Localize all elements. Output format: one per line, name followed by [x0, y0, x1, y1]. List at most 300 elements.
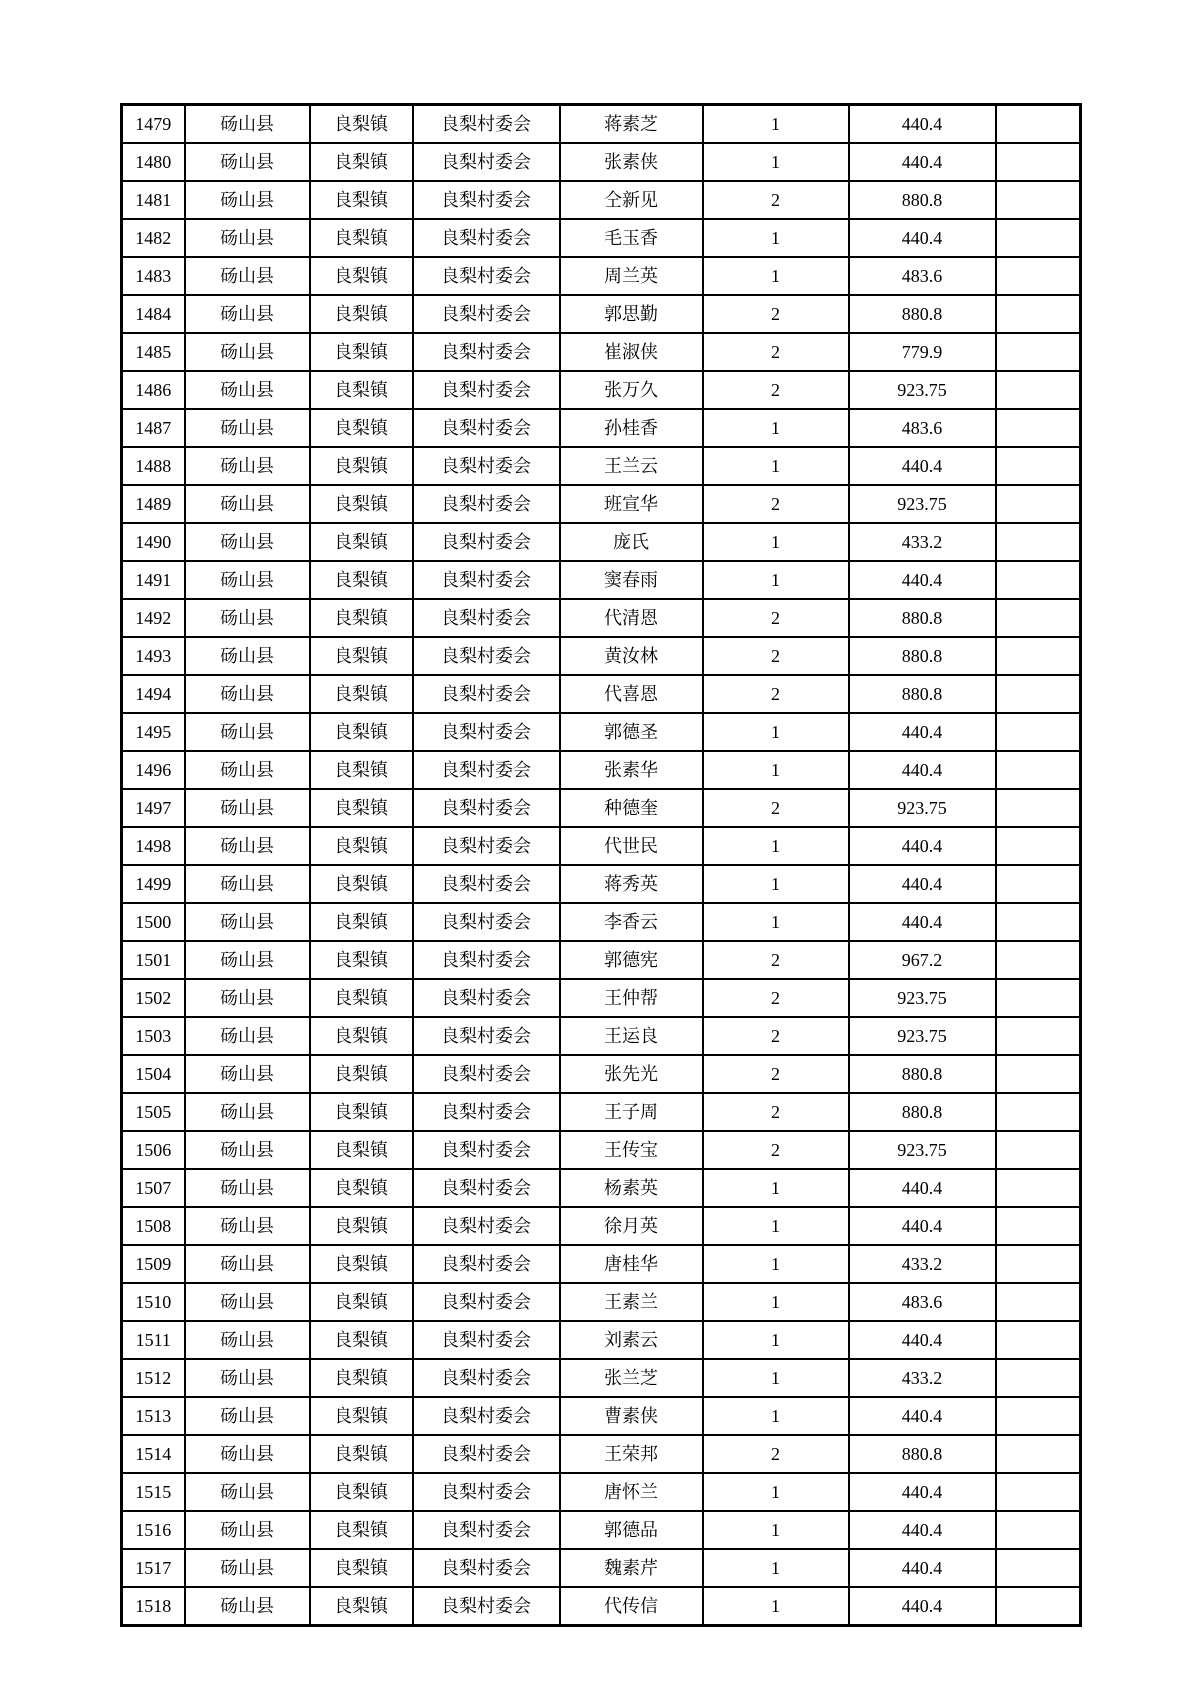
cell-amount: 880.8: [849, 295, 996, 333]
cell-town: 良梨镇: [310, 485, 413, 523]
cell-person-name: 李香云: [560, 903, 703, 941]
table-row: [122, 1359, 1081, 1397]
cell-person-count: 1: [703, 561, 849, 599]
cell-county: 砀山县: [185, 827, 310, 865]
cell-village-committee: 良梨村委会: [413, 599, 560, 637]
cell-town: 良梨镇: [310, 1017, 413, 1055]
cell-village-committee: 良梨村委会: [413, 143, 560, 181]
cell-town: 良梨镇: [310, 1055, 413, 1093]
cell-amount: 440.4: [849, 1397, 996, 1435]
cell-town: 良梨镇: [310, 561, 413, 599]
cell-village-committee: 良梨村委会: [413, 1169, 560, 1207]
cell-village-committee: 良梨村委会: [413, 1017, 560, 1055]
cell-county: 砀山县: [185, 257, 310, 295]
cell-village-committee: 良梨村委会: [413, 1473, 560, 1511]
cell-blank: [996, 333, 1081, 371]
cell-town: 良梨镇: [310, 1435, 413, 1473]
cell-blank: [996, 1359, 1081, 1397]
cell-serial: 1508: [122, 1207, 185, 1245]
cell-blank: [996, 409, 1081, 447]
cell-village-committee: 良梨村委会: [413, 1055, 560, 1093]
cell-amount: 440.4: [849, 865, 996, 903]
cell-blank: [996, 1169, 1081, 1207]
cell-person-count: 2: [703, 295, 849, 333]
cell-person-count: 2: [703, 371, 849, 409]
cell-village-committee: 良梨村委会: [413, 1359, 560, 1397]
cell-serial: 1480: [122, 143, 185, 181]
cell-town: 良梨镇: [310, 181, 413, 219]
cell-person-count: 1: [703, 409, 849, 447]
cell-serial: 1481: [122, 181, 185, 219]
cell-person-name: 班宣华: [560, 485, 703, 523]
cell-county: 砀山县: [185, 1017, 310, 1055]
cell-person-name: 代传信: [560, 1587, 703, 1626]
cell-person-name: 毛玉香: [560, 219, 703, 257]
cell-person-count: 2: [703, 333, 849, 371]
cell-person-count: 1: [703, 1283, 849, 1321]
cell-person-count: 1: [703, 1359, 849, 1397]
cell-town: 良梨镇: [310, 219, 413, 257]
cell-serial: 1484: [122, 295, 185, 333]
cell-amount: 923.75: [849, 979, 996, 1017]
cell-village-committee: 良梨村委会: [413, 409, 560, 447]
table-row: [122, 333, 1081, 371]
cell-serial: 1487: [122, 409, 185, 447]
cell-amount: 440.4: [849, 561, 996, 599]
cell-county: 砀山县: [185, 789, 310, 827]
cell-blank: [996, 561, 1081, 599]
cell-person-count: 1: [703, 1397, 849, 1435]
cell-amount: 433.2: [849, 1359, 996, 1397]
cell-amount: 440.4: [849, 1473, 996, 1511]
cell-blank: [996, 1549, 1081, 1587]
cell-serial: 1496: [122, 751, 185, 789]
cell-person-name: 杨素英: [560, 1169, 703, 1207]
table-row: [122, 1131, 1081, 1169]
cell-village-committee: 良梨村委会: [413, 637, 560, 675]
cell-county: 砀山县: [185, 1245, 310, 1283]
cell-blank: [996, 447, 1081, 485]
cell-amount: 433.2: [849, 523, 996, 561]
cell-town: 良梨镇: [310, 903, 413, 941]
cell-blank: [996, 1093, 1081, 1131]
cell-person-count: 1: [703, 865, 849, 903]
cell-village-committee: 良梨村委会: [413, 789, 560, 827]
cell-person-count: 2: [703, 485, 849, 523]
cell-person-name: 黄汝林: [560, 637, 703, 675]
cell-person-name: 孙桂香: [560, 409, 703, 447]
cell-town: 良梨镇: [310, 105, 413, 144]
cell-person-name: 张素华: [560, 751, 703, 789]
table-row: [122, 523, 1081, 561]
cell-town: 良梨镇: [310, 1549, 413, 1587]
cell-amount: 440.4: [849, 105, 996, 144]
cell-serial: 1501: [122, 941, 185, 979]
cell-blank: [996, 1435, 1081, 1473]
cell-person-count: 1: [703, 143, 849, 181]
cell-county: 砀山县: [185, 143, 310, 181]
cell-amount: 440.4: [849, 1321, 996, 1359]
records-table-body: [122, 105, 1081, 1626]
cell-serial: 1485: [122, 333, 185, 371]
cell-village-committee: 良梨村委会: [413, 485, 560, 523]
cell-person-count: 2: [703, 1131, 849, 1169]
cell-town: 良梨镇: [310, 827, 413, 865]
cell-amount: 880.8: [849, 637, 996, 675]
cell-town: 良梨镇: [310, 751, 413, 789]
cell-town: 良梨镇: [310, 1169, 413, 1207]
table-row: [122, 751, 1081, 789]
cell-person-count: 2: [703, 675, 849, 713]
cell-village-committee: 良梨村委会: [413, 1397, 560, 1435]
cell-person-name: 仝新见: [560, 181, 703, 219]
cell-town: 良梨镇: [310, 333, 413, 371]
cell-person-name: 郭德品: [560, 1511, 703, 1549]
cell-serial: 1502: [122, 979, 185, 1017]
cell-person-name: 蒋秀英: [560, 865, 703, 903]
table-row: [122, 105, 1081, 144]
cell-amount: 440.4: [849, 903, 996, 941]
cell-county: 砀山县: [185, 979, 310, 1017]
cell-person-count: 1: [703, 903, 849, 941]
cell-person-count: 1: [703, 1245, 849, 1283]
cell-amount: 440.4: [849, 1549, 996, 1587]
cell-person-name: 张万久: [560, 371, 703, 409]
table-row: [122, 599, 1081, 637]
cell-person-count: 2: [703, 789, 849, 827]
cell-person-count: 2: [703, 1093, 849, 1131]
cell-amount: 880.8: [849, 1055, 996, 1093]
cell-village-committee: 良梨村委会: [413, 865, 560, 903]
cell-town: 良梨镇: [310, 1511, 413, 1549]
table-row: [122, 1435, 1081, 1473]
cell-serial: 1499: [122, 865, 185, 903]
cell-serial: 1507: [122, 1169, 185, 1207]
cell-county: 砀山县: [185, 599, 310, 637]
cell-person-count: 1: [703, 1321, 849, 1359]
cell-serial: 1483: [122, 257, 185, 295]
cell-town: 良梨镇: [310, 143, 413, 181]
cell-person-name: 徐月英: [560, 1207, 703, 1245]
table-row: [122, 219, 1081, 257]
cell-person-name: 庞氏: [560, 523, 703, 561]
cell-amount: 923.75: [849, 1131, 996, 1169]
cell-blank: [996, 523, 1081, 561]
cell-amount: 967.2: [849, 941, 996, 979]
cell-amount: 923.75: [849, 485, 996, 523]
cell-serial: 1506: [122, 1131, 185, 1169]
cell-serial: 1510: [122, 1283, 185, 1321]
cell-blank: [996, 1511, 1081, 1549]
cell-person-count: 1: [703, 447, 849, 485]
cell-county: 砀山县: [185, 1359, 310, 1397]
cell-amount: 880.8: [849, 1435, 996, 1473]
cell-county: 砀山县: [185, 903, 310, 941]
cell-person-count: 1: [703, 751, 849, 789]
cell-village-committee: 良梨村委会: [413, 1283, 560, 1321]
cell-town: 良梨镇: [310, 713, 413, 751]
cell-town: 良梨镇: [310, 1245, 413, 1283]
cell-amount: 433.2: [849, 1245, 996, 1283]
cell-county: 砀山县: [185, 637, 310, 675]
cell-person-name: 张兰芝: [560, 1359, 703, 1397]
cell-serial: 1518: [122, 1587, 185, 1626]
cell-village-committee: 良梨村委会: [413, 1131, 560, 1169]
cell-blank: [996, 1283, 1081, 1321]
cell-town: 良梨镇: [310, 1587, 413, 1626]
cell-village-committee: 良梨村委会: [413, 257, 560, 295]
cell-serial: 1504: [122, 1055, 185, 1093]
cell-county: 砀山县: [185, 561, 310, 599]
table-row: [122, 371, 1081, 409]
cell-person-name: 周兰英: [560, 257, 703, 295]
cell-blank: [996, 105, 1081, 144]
cell-town: 良梨镇: [310, 1207, 413, 1245]
cell-amount: 880.8: [849, 599, 996, 637]
cell-serial: 1494: [122, 675, 185, 713]
cell-serial: 1479: [122, 105, 185, 144]
cell-serial: 1513: [122, 1397, 185, 1435]
cell-person-count: 1: [703, 219, 849, 257]
cell-county: 砀山县: [185, 371, 310, 409]
cell-person-name: 王运良: [560, 1017, 703, 1055]
cell-serial: 1489: [122, 485, 185, 523]
cell-village-committee: 良梨村委会: [413, 1245, 560, 1283]
cell-village-committee: 良梨村委会: [413, 751, 560, 789]
cell-person-count: 1: [703, 1511, 849, 1549]
cell-county: 砀山县: [185, 1473, 310, 1511]
cell-person-count: 2: [703, 979, 849, 1017]
cell-town: 良梨镇: [310, 295, 413, 333]
table-row: [122, 181, 1081, 219]
cell-amount: 923.75: [849, 789, 996, 827]
cell-serial: 1514: [122, 1435, 185, 1473]
cell-amount: 440.4: [849, 1587, 996, 1626]
cell-amount: 880.8: [849, 675, 996, 713]
cell-amount: 440.4: [849, 1207, 996, 1245]
cell-county: 砀山县: [185, 295, 310, 333]
cell-person-name: 种德奎: [560, 789, 703, 827]
cell-town: 良梨镇: [310, 599, 413, 637]
cell-town: 良梨镇: [310, 1359, 413, 1397]
cell-person-count: 2: [703, 941, 849, 979]
cell-person-name: 崔淑侠: [560, 333, 703, 371]
cell-amount: 483.6: [849, 1283, 996, 1321]
cell-town: 良梨镇: [310, 1131, 413, 1169]
cell-serial: 1491: [122, 561, 185, 599]
cell-serial: 1486: [122, 371, 185, 409]
cell-person-count: 1: [703, 1207, 849, 1245]
cell-county: 砀山县: [185, 409, 310, 447]
cell-person-name: 代世民: [560, 827, 703, 865]
cell-village-committee: 良梨村委会: [413, 371, 560, 409]
cell-person-name: 唐桂华: [560, 1245, 703, 1283]
table-row: [122, 979, 1081, 1017]
cell-county: 砀山县: [185, 941, 310, 979]
cell-blank: [996, 181, 1081, 219]
cell-town: 良梨镇: [310, 1283, 413, 1321]
cell-blank: [996, 637, 1081, 675]
table-row: [122, 561, 1081, 599]
cell-serial: 1490: [122, 523, 185, 561]
cell-village-committee: 良梨村委会: [413, 675, 560, 713]
cell-county: 砀山县: [185, 1131, 310, 1169]
cell-blank: [996, 1017, 1081, 1055]
cell-person-count: 2: [703, 599, 849, 637]
cell-county: 砀山县: [185, 1397, 310, 1435]
cell-person-name: 王荣邦: [560, 1435, 703, 1473]
table-row: [122, 1587, 1081, 1626]
cell-amount: 440.4: [849, 143, 996, 181]
cell-serial: 1495: [122, 713, 185, 751]
table-row: [122, 1549, 1081, 1587]
cell-amount: 440.4: [849, 1169, 996, 1207]
cell-county: 砀山县: [185, 1283, 310, 1321]
table-row: [122, 447, 1081, 485]
cell-person-name: 窦春雨: [560, 561, 703, 599]
cell-serial: 1498: [122, 827, 185, 865]
cell-county: 砀山县: [185, 105, 310, 144]
cell-serial: 1517: [122, 1549, 185, 1587]
cell-village-committee: 良梨村委会: [413, 827, 560, 865]
cell-town: 良梨镇: [310, 1321, 413, 1359]
cell-person-count: 1: [703, 105, 849, 144]
cell-serial: 1493: [122, 637, 185, 675]
cell-person-name: 郭德宪: [560, 941, 703, 979]
cell-amount: 923.75: [849, 371, 996, 409]
cell-village-committee: 良梨村委会: [413, 1587, 560, 1626]
cell-person-name: 张素侠: [560, 143, 703, 181]
table-row: [122, 257, 1081, 295]
cell-county: 砀山县: [185, 675, 310, 713]
cell-village-committee: 良梨村委会: [413, 903, 560, 941]
cell-county: 砀山县: [185, 523, 310, 561]
cell-serial: 1511: [122, 1321, 185, 1359]
cell-serial: 1515: [122, 1473, 185, 1511]
cell-serial: 1505: [122, 1093, 185, 1131]
cell-town: 良梨镇: [310, 409, 413, 447]
cell-county: 砀山县: [185, 1511, 310, 1549]
cell-person-count: 1: [703, 1587, 849, 1626]
table-row: [122, 1321, 1081, 1359]
cell-person-name: 王素兰: [560, 1283, 703, 1321]
table-row: [122, 827, 1081, 865]
cell-serial: 1492: [122, 599, 185, 637]
cell-person-name: 郭德圣: [560, 713, 703, 751]
cell-serial: 1503: [122, 1017, 185, 1055]
cell-amount: 440.4: [849, 751, 996, 789]
cell-town: 良梨镇: [310, 1473, 413, 1511]
cell-village-committee: 良梨村委会: [413, 1093, 560, 1131]
cell-town: 良梨镇: [310, 1093, 413, 1131]
cell-person-name: 王传宝: [560, 1131, 703, 1169]
table-row: [122, 865, 1081, 903]
table-row: [122, 675, 1081, 713]
table-row: [122, 903, 1081, 941]
cell-person-count: 1: [703, 1169, 849, 1207]
cell-person-count: 2: [703, 637, 849, 675]
cell-village-committee: 良梨村委会: [413, 447, 560, 485]
cell-blank: [996, 371, 1081, 409]
cell-blank: [996, 903, 1081, 941]
records-table: [120, 103, 1082, 1627]
cell-village-committee: 良梨村委会: [413, 523, 560, 561]
table-row: [122, 295, 1081, 333]
cell-person-name: 魏素芹: [560, 1549, 703, 1587]
cell-county: 砀山县: [185, 1055, 310, 1093]
cell-person-count: 1: [703, 523, 849, 561]
cell-amount: 483.6: [849, 257, 996, 295]
cell-person-count: 1: [703, 713, 849, 751]
table-row: [122, 485, 1081, 523]
cell-town: 良梨镇: [310, 257, 413, 295]
cell-town: 良梨镇: [310, 371, 413, 409]
cell-blank: [996, 485, 1081, 523]
cell-serial: 1488: [122, 447, 185, 485]
cell-amount: 880.8: [849, 1093, 996, 1131]
cell-serial: 1509: [122, 1245, 185, 1283]
cell-town: 良梨镇: [310, 1397, 413, 1435]
cell-serial: 1516: [122, 1511, 185, 1549]
cell-person-count: 1: [703, 1473, 849, 1511]
cell-county: 砀山县: [185, 333, 310, 371]
cell-blank: [996, 1397, 1081, 1435]
table-row: [122, 1283, 1081, 1321]
cell-county: 砀山县: [185, 1093, 310, 1131]
cell-blank: [996, 827, 1081, 865]
cell-village-committee: 良梨村委会: [413, 181, 560, 219]
cell-village-committee: 良梨村委会: [413, 941, 560, 979]
table-row: [122, 1017, 1081, 1055]
cell-person-name: 刘素云: [560, 1321, 703, 1359]
cell-county: 砀山县: [185, 713, 310, 751]
cell-town: 良梨镇: [310, 979, 413, 1017]
cell-amount: 440.4: [849, 1511, 996, 1549]
cell-county: 砀山县: [185, 751, 310, 789]
cell-county: 砀山县: [185, 1321, 310, 1359]
cell-blank: [996, 1245, 1081, 1283]
cell-blank: [996, 865, 1081, 903]
cell-amount: 779.9: [849, 333, 996, 371]
table-row: [122, 1055, 1081, 1093]
cell-blank: [996, 1587, 1081, 1626]
cell-town: 良梨镇: [310, 523, 413, 561]
table-row: [122, 1169, 1081, 1207]
cell-county: 砀山县: [185, 1549, 310, 1587]
cell-amount: 880.8: [849, 181, 996, 219]
table-row: [122, 1093, 1081, 1131]
cell-person-name: 王子周: [560, 1093, 703, 1131]
cell-person-name: 王兰云: [560, 447, 703, 485]
cell-blank: [996, 599, 1081, 637]
cell-person-count: 2: [703, 1055, 849, 1093]
cell-amount: 483.6: [849, 409, 996, 447]
cell-blank: [996, 257, 1081, 295]
cell-person-name: 张先光: [560, 1055, 703, 1093]
cell-village-committee: 良梨村委会: [413, 561, 560, 599]
cell-person-count: 2: [703, 1435, 849, 1473]
cell-serial: 1497: [122, 789, 185, 827]
cell-person-count: 2: [703, 1017, 849, 1055]
cell-person-name: 唐怀兰: [560, 1473, 703, 1511]
cell-blank: [996, 1321, 1081, 1359]
cell-village-committee: 良梨村委会: [413, 979, 560, 1017]
table-row: [122, 941, 1081, 979]
cell-blank: [996, 675, 1081, 713]
cell-blank: [996, 143, 1081, 181]
table-row: [122, 1473, 1081, 1511]
cell-county: 砀山县: [185, 219, 310, 257]
